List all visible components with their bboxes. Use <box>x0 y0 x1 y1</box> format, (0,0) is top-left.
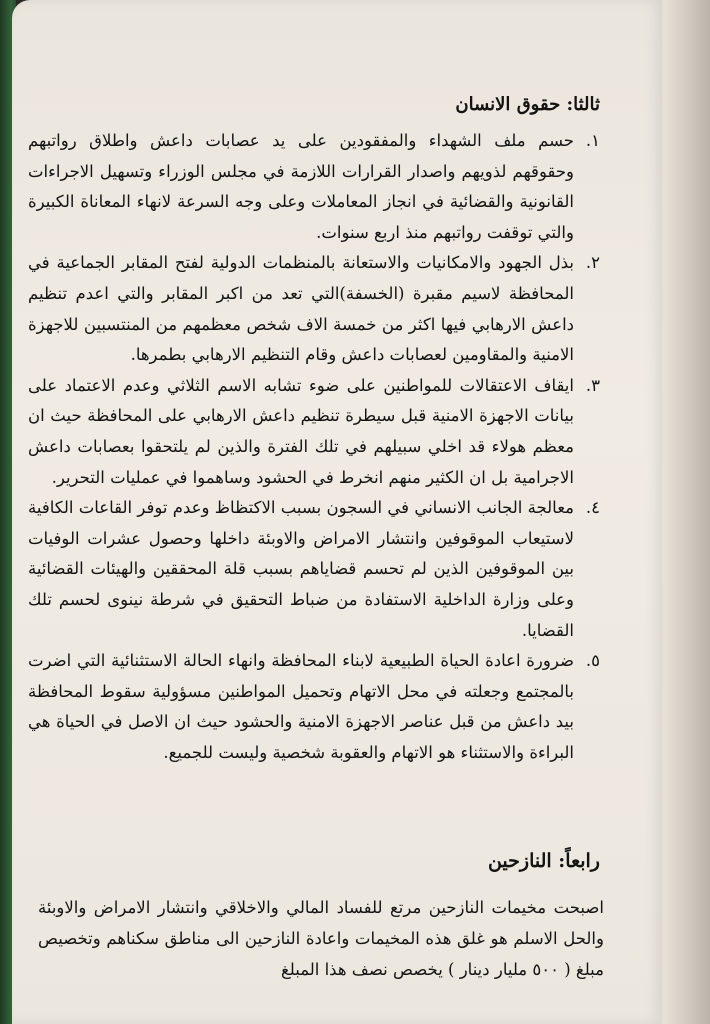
section-heading: ثالثا: حقوق الانسان <box>455 94 600 115</box>
section-heading-displaced: رابعاً: النازحين <box>487 850 600 872</box>
item-number: ٥. <box>585 651 600 671</box>
item-number: ٢. <box>585 253 600 273</box>
list-item <box>28 646 600 768</box>
item-text: حسم ملف الشهداء والمفقودين على يد عصابات داعش واطلاق رواتبهم وحقوقهم لذويهم واصدار القرارات اللازمة في مجلس الوزراء وتسهيل الاجراءات القانونية والقضائية في انجاز المعاملات وعلى وجه السرعة لانهاء المعاناة الكبيرة والتي توقفت رواتبهم منذ اربع سنوات. <box>28 131 574 242</box>
item-number: ٣. <box>585 375 600 395</box>
list-item <box>28 248 600 370</box>
item-number: ١. <box>585 131 600 150</box>
list-item <box>28 493 600 646</box>
list-item <box>28 371 600 493</box>
item-number: ٤. <box>585 498 600 518</box>
item-text: معالجة الجانب الانساني في السجون بسبب الاكتظاظ وعدم توفر القاعات الكافية لاستيعاب الموقوفين وانتشار الامراض والاوبئة داخلها وحصول عشرات الوفيات بين الموقوفين الذين لم تحسم قضاياهم بسبب قلة المحققين والهيئات القضائية وعلى وزارة الداخلية الاستفادة من ضباط التحقيق في شرطة نينوى لحسم تلك القضايا. <box>28 498 574 640</box>
item-text: ضرورة اعادة الحياة الطبيعية لابناء المحافظة وانهاء الحالة الاستثنائية التي اضرت بالمجتمع وجعلته في محل الاتهام وتحميل المواطنين مسؤولية سقوط المحافظة بيد داعش من قبل عناصر الاجهزة الامنية والحشود حيث ان الاصل في الحياة هي البراءة والاستثناء هو الاتهام والعقوبة شخصية وليست للجميع. <box>28 651 574 762</box>
item-text: بذل الجهود والامكانيات والاستعانة بالمنظمات الدولية لفتح المقابر الجماعية في المحافظة لاسيم مقبرة (الخسفة)التي تعد من اكبر المقابر والتي اعدم تنظيم داعش الارهابي فيها اكثر من خمسة الاف شخص معظمهم من المنتسبين للاجهزة الامنية والمقاومين لعصابات داعش وقام التنظيم الارهابي بطمرها. <box>28 253 574 365</box>
item-text: ايقاف الاعتقالات للمواطنين على ضوء تشابه الاسم الثلاثي وعدم الاعتماد على بيانات الاجهزة الامنية قبل سيطرة تنظيم داعش الارهابي على المحافظة حيث ان معظم هولاء قد اخلي سبيلهم في تلك الفترة والذين لم يلتحقوا بعصابات داعش الاجرامية بل ان الكثير منهم انخرط في الحشود وساهموا في عمليات التحرير. <box>28 375 574 487</box>
section-human-rights <box>28 92 600 768</box>
section-paragraph-displaced: اصبحت مخيمات النازحين مرتع للفساد المالي والاخلاقي وانتشار الامراض والاوبئة والحل الاسلم هو غلق هذه المخيمات واعادة النازحين الى مناطق سكناهم وتخصيص مبلغ ( ٥٠٠ مليار دينار ) يخصص نصف هذا المبلغ <box>38 898 604 979</box>
list-item <box>28 126 600 248</box>
